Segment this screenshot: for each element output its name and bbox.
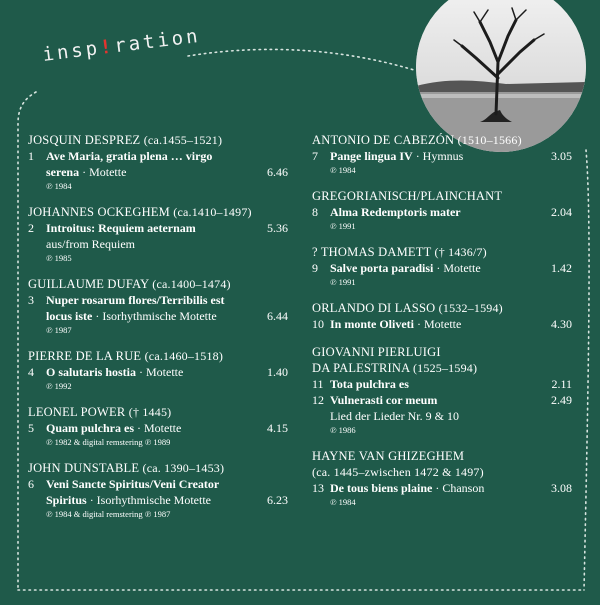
composer-heading bbox=[312, 132, 572, 148]
composer-heading bbox=[28, 348, 288, 364]
composer-name: GIOVANNI PIERLUIGI bbox=[312, 345, 441, 359]
composer-heading bbox=[312, 244, 572, 260]
track-title bbox=[46, 476, 254, 492]
track-row bbox=[312, 392, 572, 408]
track-row bbox=[312, 480, 572, 496]
composer-heading bbox=[28, 404, 288, 420]
logo-exclamation: ! bbox=[98, 35, 116, 59]
composer-years: (ca.1410–1497) bbox=[173, 205, 252, 219]
work-title: Quam pulchra es bbox=[46, 421, 135, 435]
composer-heading bbox=[312, 448, 572, 464]
track-number: 2 bbox=[28, 221, 34, 235]
track-duration: 4.30 bbox=[551, 317, 572, 331]
track-row bbox=[28, 476, 288, 492]
composer-entry bbox=[312, 300, 572, 332]
composer-heading bbox=[312, 188, 572, 204]
composer-name: JOSQUIN DESPREZ bbox=[28, 133, 141, 147]
work-title: locus iste bbox=[46, 309, 93, 323]
track-title bbox=[330, 148, 538, 164]
track-duration: 1.40 bbox=[267, 365, 288, 379]
track-title bbox=[46, 292, 254, 308]
work-title: Salve porta paradisi bbox=[330, 261, 434, 275]
phonographic-credit: ℗ 1991 bbox=[330, 221, 356, 231]
phonographic-credit: ℗ 1984 bbox=[46, 181, 72, 191]
track-row bbox=[28, 492, 288, 508]
track-number: 11 bbox=[312, 377, 324, 391]
track-title bbox=[46, 148, 254, 164]
composer-years: (ca.1400–1474) bbox=[152, 277, 231, 291]
inspiration-logo bbox=[41, 25, 201, 66]
phonographic-credit: ℗ 1984 bbox=[330, 497, 356, 507]
phonographic-credit: ℗ 1985 bbox=[46, 253, 72, 263]
work-form: · Hymnus bbox=[412, 149, 464, 163]
composer-years: (1510–1566) bbox=[457, 133, 522, 147]
work-form: · Motette bbox=[433, 261, 481, 275]
work-title: In monte Oliveti bbox=[330, 317, 414, 331]
composer-entry bbox=[28, 204, 288, 264]
work-title: Ave Maria, gratia plena … virgo bbox=[46, 149, 213, 163]
track-number: 1 bbox=[28, 149, 34, 163]
logo-text-start: insp bbox=[41, 37, 102, 66]
track-duration: 4.15 bbox=[267, 421, 288, 435]
track-title bbox=[46, 492, 254, 508]
track-title bbox=[46, 220, 254, 236]
work-title: Introitus: Requiem aeternam bbox=[46, 221, 196, 235]
work-title: Pange lingua IV bbox=[330, 149, 413, 163]
composer-heading-continued bbox=[312, 464, 572, 480]
composer-entry bbox=[28, 404, 288, 448]
work-form: · Motette bbox=[134, 421, 182, 435]
track-title bbox=[330, 204, 538, 220]
composer-entry bbox=[28, 132, 288, 192]
track-number: 5 bbox=[28, 421, 34, 435]
work-title: O salutaris hostia bbox=[46, 365, 137, 379]
work-form: · Chanson bbox=[432, 481, 485, 495]
track-title bbox=[46, 364, 254, 380]
track-duration: 2.04 bbox=[551, 205, 572, 219]
track-title bbox=[330, 392, 538, 408]
composer-entry bbox=[312, 132, 572, 176]
track-duration: 3.05 bbox=[551, 149, 572, 163]
work-title: Vulnerasti cor meum bbox=[330, 393, 438, 407]
work-title: serena bbox=[46, 165, 80, 179]
track-duration: 6.23 bbox=[267, 493, 288, 507]
track-number bbox=[28, 492, 46, 508]
track-row bbox=[28, 220, 288, 236]
composer-name: HAYNE VAN GHIZEGHEM bbox=[312, 449, 465, 463]
composer-heading bbox=[312, 300, 572, 316]
track-row bbox=[28, 420, 288, 436]
composer-years: (ca.1455–1521) bbox=[143, 133, 223, 147]
track-row bbox=[312, 204, 572, 220]
track-list-right bbox=[312, 132, 572, 520]
composer-entry bbox=[28, 460, 288, 520]
track-title bbox=[330, 316, 538, 332]
composer-entry bbox=[312, 448, 572, 508]
work-form: · Motette bbox=[79, 165, 127, 179]
tree-photo bbox=[416, 0, 586, 152]
composer-heading bbox=[28, 460, 288, 476]
composer-entry bbox=[28, 348, 288, 392]
phonographic-credit: ℗ 1984 bbox=[330, 165, 356, 175]
track-number bbox=[28, 164, 46, 180]
phonographic-credit: ℗ 1987 bbox=[46, 325, 72, 335]
work-source: aus/from Requiem bbox=[46, 237, 135, 251]
logo-text-end: ration bbox=[112, 24, 202, 58]
composer-name: GUILLAUME DUFAY bbox=[28, 277, 149, 291]
composer-entry bbox=[312, 244, 572, 288]
work-title: Nuper rosarum flores/Terribilis est bbox=[46, 293, 225, 307]
composer-years: († 1436/7) bbox=[434, 245, 487, 259]
work-title: Veni Sancte Spiritus/Veni Creator bbox=[46, 477, 220, 491]
composer-heading bbox=[28, 276, 288, 292]
track-duration: 6.44 bbox=[267, 309, 288, 323]
composer-heading bbox=[28, 204, 288, 220]
work-source: Lied der Lieder Nr. 9 & 10 bbox=[330, 409, 459, 423]
track-title bbox=[330, 480, 538, 496]
track-row bbox=[28, 364, 288, 380]
track-number: 10 bbox=[312, 317, 324, 331]
track-list-left bbox=[28, 132, 288, 532]
work-title: De tous biens plaine bbox=[330, 481, 433, 495]
track-number: 9 bbox=[312, 261, 318, 275]
composer-years: (1532–1594) bbox=[438, 301, 503, 315]
composer-name: LEONEL POWER bbox=[28, 405, 126, 419]
work-form: · Motette bbox=[414, 317, 462, 331]
track-title bbox=[46, 308, 254, 324]
phonographic-credit: ℗ 1991 bbox=[330, 277, 356, 287]
track-title bbox=[46, 420, 254, 436]
composer-heading-continued bbox=[312, 360, 572, 376]
composer-name: PIERRE DE LA RUE bbox=[28, 349, 142, 363]
composer-years: († 1445) bbox=[128, 405, 172, 419]
composer-heading bbox=[312, 344, 572, 360]
phonographic-credit: ℗ 1992 bbox=[46, 381, 72, 391]
track-number bbox=[28, 308, 46, 324]
composer-name: ANTONIO DE CABEZÓN bbox=[312, 133, 455, 147]
work-form: · Isorhythmische Motette bbox=[92, 309, 217, 323]
track-row bbox=[312, 260, 572, 276]
phonographic-credit: ℗ 1984 & digital remstering ℗ 1987 bbox=[46, 509, 171, 519]
composer-years: (ca. 1445–zwischen 1472 & 1497) bbox=[312, 465, 484, 479]
track-title bbox=[46, 164, 254, 180]
track-number: 6 bbox=[28, 477, 34, 491]
composer-name: GREGORIANISCH/PLAINCHANT bbox=[312, 189, 503, 203]
composer-years: (ca. 1390–1453) bbox=[142, 461, 225, 475]
work-title: Spiritus bbox=[46, 493, 87, 507]
track-title bbox=[330, 376, 538, 392]
composer-name: ? THOMAS DAMETT bbox=[312, 245, 432, 259]
track-duration bbox=[254, 292, 288, 308]
work-title: Tota pulchra es bbox=[330, 377, 409, 391]
track-row bbox=[28, 148, 288, 164]
work-form: · Isorhythmische Motette bbox=[86, 493, 211, 507]
composer-heading bbox=[28, 132, 288, 148]
track-row bbox=[312, 316, 572, 332]
composer-entry bbox=[312, 344, 572, 436]
track-row bbox=[28, 164, 288, 180]
track-duration: 5.36 bbox=[267, 221, 288, 235]
track-duration bbox=[254, 476, 288, 492]
composer-entry bbox=[28, 276, 288, 336]
composer-years: (ca.1460–1518) bbox=[144, 349, 224, 363]
track-duration bbox=[254, 148, 288, 164]
track-row bbox=[28, 292, 288, 308]
track-title bbox=[330, 260, 538, 276]
track-number: 3 bbox=[28, 293, 34, 307]
work-title: Alma Redemptoris mater bbox=[330, 205, 461, 219]
composer-name-continued: DA PALESTRINA bbox=[312, 361, 410, 375]
phonographic-credit: ℗ 1986 bbox=[330, 425, 356, 435]
track-row bbox=[28, 308, 288, 324]
track-number: 8 bbox=[312, 205, 318, 219]
track-number: 7 bbox=[312, 149, 318, 163]
composer-name: JOHN DUNSTABLE bbox=[28, 461, 140, 475]
composer-name: JOHANNES OCKEGHEM bbox=[28, 205, 170, 219]
track-duration: 1.42 bbox=[551, 261, 572, 275]
track-duration: 6.46 bbox=[267, 165, 288, 179]
track-number: 4 bbox=[28, 365, 34, 379]
track-duration: 2.49 bbox=[551, 393, 572, 407]
phonographic-credit: ℗ 1982 & digital remstering ℗ 1989 bbox=[46, 437, 171, 447]
composer-entry bbox=[312, 188, 572, 232]
track-row bbox=[312, 148, 572, 164]
composer-name: ORLANDO DI LASSO bbox=[312, 301, 436, 315]
composer-years: (1525–1594) bbox=[412, 361, 478, 375]
track-number: 12 bbox=[312, 393, 324, 407]
track-duration: 2.11 bbox=[551, 377, 572, 391]
track-duration: 3.08 bbox=[551, 481, 572, 495]
track-number: 13 bbox=[312, 481, 324, 495]
track-row bbox=[312, 376, 572, 392]
work-form: · Motette bbox=[136, 365, 184, 379]
